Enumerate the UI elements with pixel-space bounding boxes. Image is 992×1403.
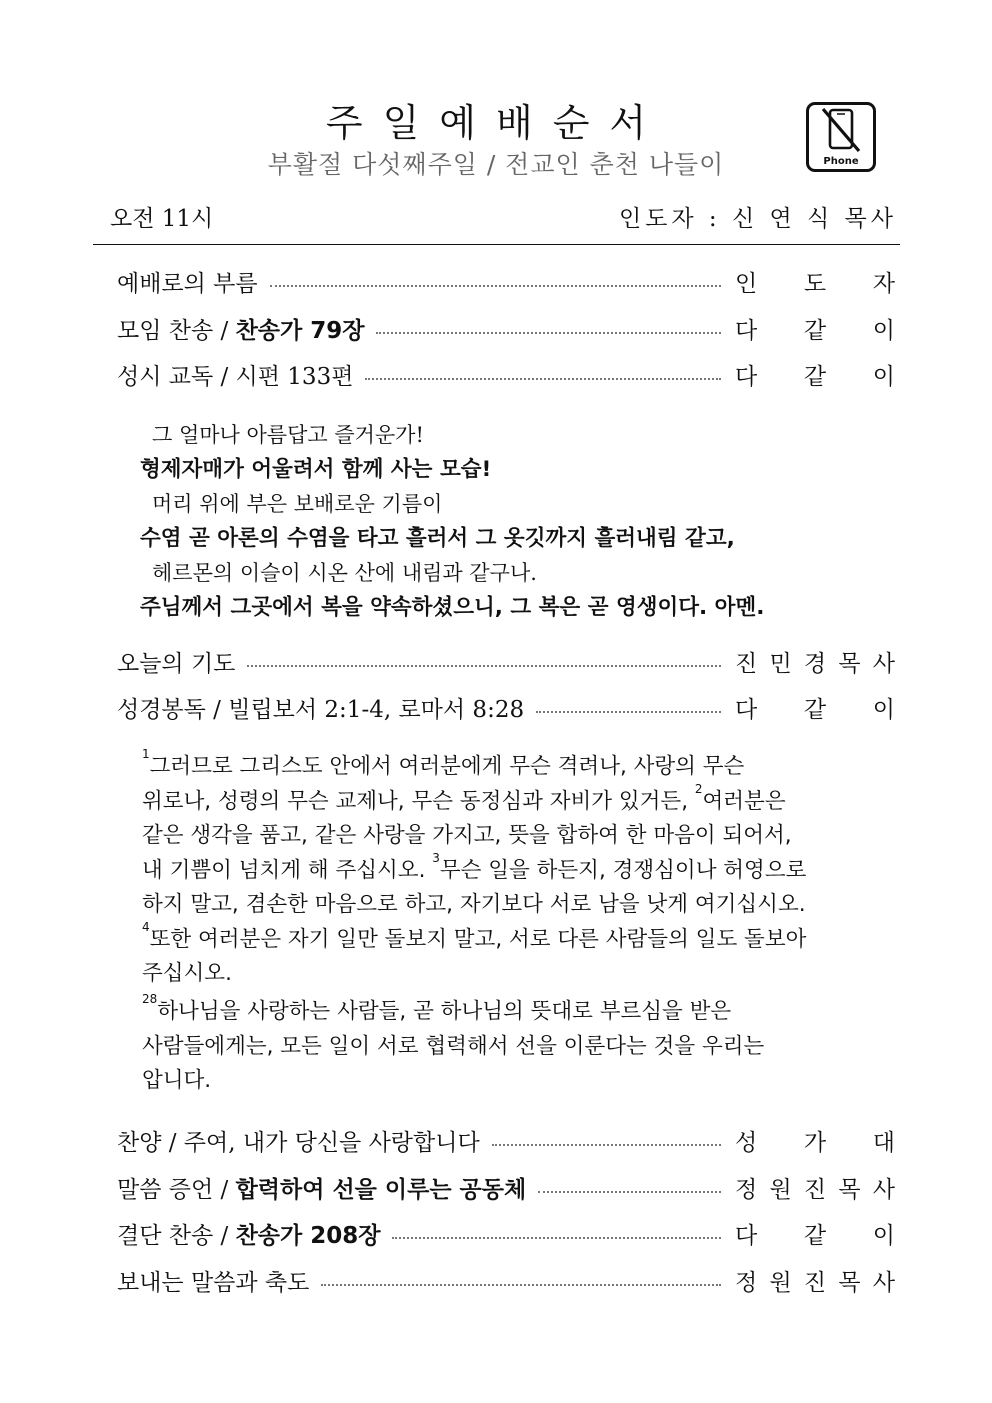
person-char: 다: [735, 364, 758, 390]
dotted-leader: [392, 1237, 721, 1239]
person-char: 원: [769, 1270, 792, 1296]
scripture-line: 사람들에게는, 모든 일이 서로 협력해서 선을 이룬다는 것을 우리는: [142, 1033, 765, 1059]
person-char: 사: [872, 651, 895, 677]
scripture-line: 그러므로 그리스도 안에서 여러분에게 무슨 격려나, 사랑의 무슨: [149, 754, 745, 779]
person-char: 목: [838, 651, 861, 677]
scripture-line: 하나님을 사랑하는 사람들, 곧 하나님의 뜻대로 부르심을 받은: [157, 999, 732, 1024]
person-char: 민: [769, 651, 792, 677]
verse-number: 2: [694, 781, 703, 796]
psalm-reading: [140, 418, 900, 626]
header-divider: [93, 244, 900, 245]
scripture-philippians: [142, 747, 882, 992]
person-char: 대: [872, 1130, 895, 1156]
person-char: 성: [735, 1130, 758, 1156]
page-title: 주일예배순서: [325, 101, 667, 145]
person-char: 인: [735, 271, 758, 297]
order-item: [117, 312, 895, 346]
scripture-line: 또한 여러분은 자기 일만 돌보지 말고, 서로 다른 사람들의 일도 돌보아: [149, 926, 807, 952]
scripture-line: 하지 말고, 겸손한 마음으로 하고, 자기보다 서로 남을 낫게 여기십시오.: [142, 892, 806, 917]
psalm-line-leader: 그 얼마나 아름답고 즐거운가!: [152, 423, 424, 447]
dotted-leader: [538, 1191, 721, 1193]
person-char: 경: [803, 651, 827, 677]
person-char: 목: [838, 1177, 861, 1203]
order-item: [117, 691, 895, 725]
person-char: 같: [803, 364, 827, 390]
service-time: 오전 11시: [110, 206, 214, 232]
person-char: 가: [803, 1130, 827, 1156]
order-item-person: [735, 1217, 895, 1250]
dotted-leader: [247, 665, 721, 667]
order-item-person: [735, 645, 895, 678]
scripture-romans: [142, 992, 882, 1099]
scripture-line: 무슨 일을 하든지, 경쟁심이나 허영으로: [439, 857, 807, 883]
order-item-person: [735, 312, 895, 345]
person-char: 같: [803, 1223, 827, 1249]
order-item-bold: 찬송가 79장: [235, 318, 365, 344]
order-item: [117, 1171, 895, 1205]
person-char: 진: [735, 651, 758, 677]
dotted-leader: [376, 332, 721, 334]
psalm-line-leader: 헤르몬의 이슬이 시온 산에 내림과 같구나.: [152, 561, 537, 586]
scripture-line: 내 기쁨이 넘치게 해 주십시오.: [142, 857, 433, 883]
person-char: 같: [803, 318, 827, 344]
psalm-line-leader: 머리 위에 부은 보배로운 기름이: [152, 492, 443, 517]
person-char: 이: [872, 697, 895, 723]
order-item: [117, 1264, 895, 1298]
scripture-line: 주십시오.: [142, 961, 232, 986]
verse-number: 4: [142, 919, 150, 934]
person-char: 사: [872, 1270, 895, 1296]
scripture-line: 같은 생각을 품고, 같은 사랑을 가지고, 뜻을 합하여 한 마음이 되어서,: [142, 823, 792, 848]
dotted-leader: [536, 711, 721, 713]
order-item-label: 모임 찬송 /: [117, 318, 236, 344]
no-phone-icon: [806, 102, 876, 172]
order-item-bold: 합력하여 선을 이루는 공동체: [235, 1177, 527, 1203]
person-char: 다: [735, 697, 758, 723]
order-item-person: [735, 1124, 895, 1157]
order-item: [117, 358, 895, 392]
person-char: 원: [769, 1177, 792, 1203]
psalm-line-response: 주님께서 그곳에서 복을 약속하셨으니, 그 복은 곧 영생이다. 아멘.: [140, 594, 765, 620]
order-item-label: 찬양 / 주여, 내가 당신을 사랑합니다: [117, 1130, 480, 1156]
psalm-line-response: 형제자매가 어울려서 함께 사는 모습!: [140, 456, 492, 482]
person-char: 이: [872, 318, 895, 344]
order-item-label: 보내는 말씀과 축도: [117, 1270, 310, 1296]
order-item: [117, 645, 895, 679]
person-char: 사: [872, 1177, 895, 1203]
person-char: 다: [735, 318, 758, 344]
scripture-line: 여러분은: [702, 788, 786, 814]
order-item-label: 말씀 증언 /: [117, 1177, 236, 1203]
person-char: 이: [872, 364, 895, 390]
order-item-label: 결단 찬송 /: [117, 1223, 236, 1249]
order-item: [117, 1124, 895, 1158]
service-leader: 인도자 : 신 연 식 목사: [618, 206, 897, 232]
dotted-leader: [321, 1284, 721, 1286]
verse-number: 3: [432, 850, 440, 865]
order-item-label: 예배로의 부름: [117, 271, 258, 297]
person-char: 다: [735, 1223, 758, 1249]
order-item: [117, 1217, 895, 1251]
person-char: 목: [838, 1270, 861, 1296]
dotted-leader: [365, 378, 721, 380]
person-char: 자: [872, 271, 895, 297]
scripture-line: 압니다.: [142, 1068, 212, 1093]
person-char: 진: [803, 1270, 827, 1296]
dotted-leader: [270, 285, 721, 287]
order-item-person: [735, 1264, 895, 1297]
order-item-label: 오늘의 기도: [117, 651, 236, 677]
order-item-person: [735, 1171, 895, 1204]
phone-icon-label: Phone: [823, 156, 859, 167]
psalm-line-response: 수염 곧 아론의 수염을 타고 흘러서 그 옷깃까지 흘러내림 같고,: [140, 525, 735, 551]
person-char: 진: [803, 1177, 827, 1203]
verse-number: 28: [142, 992, 158, 1006]
order-item-person: [735, 358, 895, 391]
order-item-person: [735, 265, 895, 298]
scripture-line: 위로나, 성령의 무슨 교제나, 무슨 동정심과 자비가 있거든,: [142, 788, 695, 814]
order-item-person: [735, 691, 895, 724]
order-item: [117, 265, 895, 299]
order-item-label: 성시 교독 / 시편 133편: [117, 364, 354, 390]
dotted-leader: [492, 1144, 721, 1146]
person-char: 이: [872, 1223, 895, 1249]
person-char: 같: [803, 697, 827, 723]
person-char: 정: [735, 1177, 758, 1203]
person-char: 도: [803, 271, 827, 297]
page-subtitle: 부활절 다섯째주일 / 전교인 춘천 나들이: [267, 150, 725, 179]
order-item-bold: 찬송가 208장: [235, 1223, 381, 1249]
verse-number: 1: [142, 747, 150, 761]
order-item-label: 성경봉독 / 빌립보서 2:1-4, 로마서 8:28: [117, 697, 525, 723]
person-char: 정: [735, 1270, 758, 1296]
